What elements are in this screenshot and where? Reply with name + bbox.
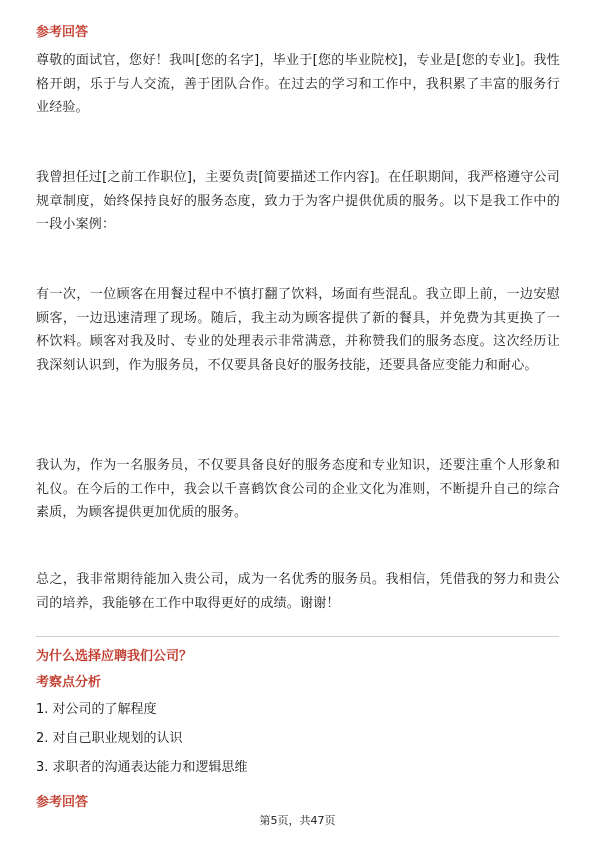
reference-answer-heading: 参考回答 (36, 25, 89, 40)
paragraph-experience: 我曾担任过[之前工作职位]，主要负责[简要描述工作内容]。在任职期间，我严格遵守公司规章制度，始终保持良好的服务态度，致力于为客户提供优质的服务。以下是我工作中的一段小案例： (36, 170, 560, 232)
analysis-item: 2. 对自己职业规划的认识 (36, 731, 183, 746)
section-divider (36, 636, 559, 637)
paragraph-conclusion: 总之，我非常期待能加入贵公司，成为一名优秀的服务员。我相信，凭借我的努力和贵公司的培养，我能够在工作中取得更好的成绩。谢谢！ (36, 572, 560, 611)
paragraph-intro: 尊敬的面试官，您好！我叫[您的名字]，毕业于[您的毕业院校]，专业是[您的专业]。我性格开朗，乐于与人交流，善于团队合作。在过去的学习和工作中，我积累了丰富的服务行业经验。 (36, 53, 560, 115)
analysis-item: 3. 求职者的沟通表达能力和逻辑思维 (36, 760, 248, 775)
question-heading: 为什么选择应聘我们公司？ (36, 649, 193, 664)
analysis-item: 1. 对公司的了解程度 (36, 702, 157, 717)
paragraph-view: 我认为，作为一名服务员，不仅要具备良好的服务态度和专业知识，还要注重个人形象和礼仪。在今后的工作中，我会以千喜鹤饮食公司的企业文化为准则，不断提升自己的综合素质，为顾客提供更加优质的服务。 (36, 458, 560, 520)
analysis-heading: 考察点分析 (36, 675, 102, 690)
paragraph-case: 有一次，一位顾客在用餐过程中不慎打翻了饮料，场面有些混乱。我立即上前，一边安慰顾客，一边迅速清理了现场。随后，我主动为顾客提供了新的餐具，并免费为其更换了一杯饮料。顾客对我及时、专业的处理表示非常满意，并称赞我们的服务态度。这次经历让我深刻认识到，作为服务员，不仅要具备良好的服务技能，还要具备应变能力和耐心。 (36, 287, 560, 373)
reference-answer-heading-2: 参考回答 (36, 795, 89, 810)
page-number-footer: 第5页，共47页 (259, 814, 336, 827)
